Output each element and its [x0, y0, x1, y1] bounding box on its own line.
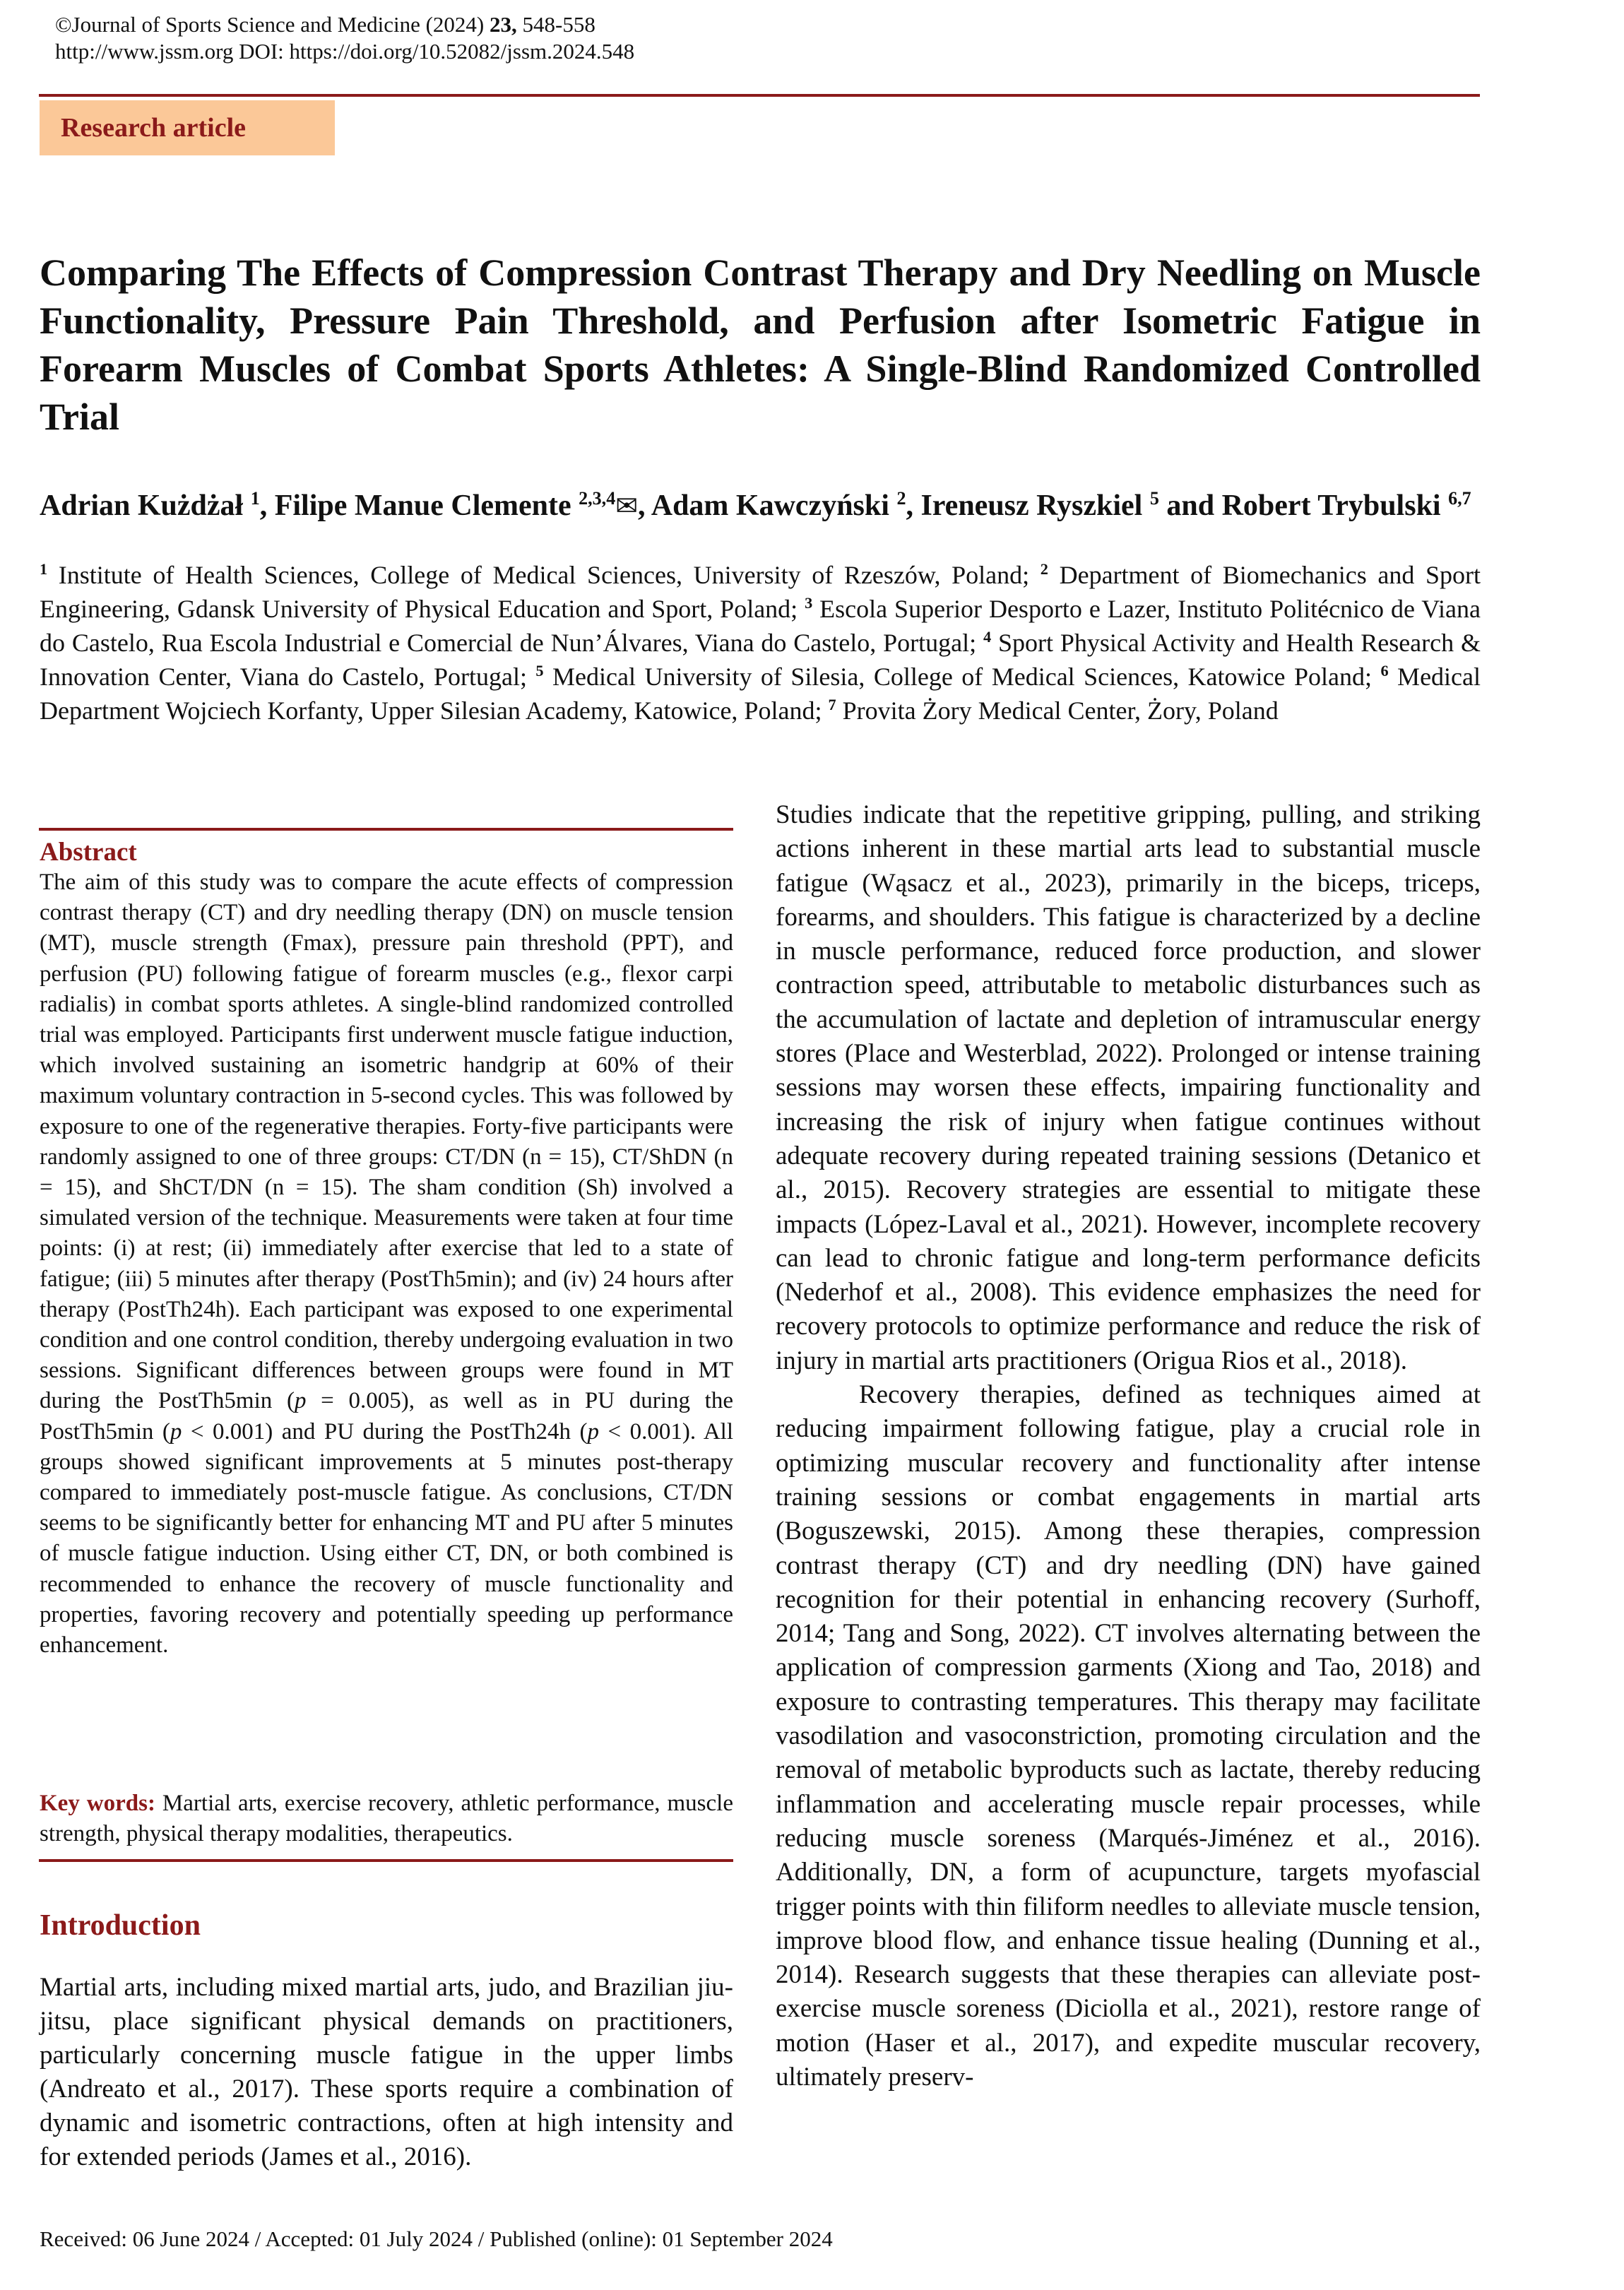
- abstract-heading: Abstract: [40, 838, 137, 867]
- author: Ireneusz Ryszkiel $^5$ and: [920, 488, 1222, 522]
- journal-name: ©Journal of Sports Science and Medicine (2024): [55, 12, 490, 37]
- keywords-text: Martial arts, exercise recovery, athletic performance, muscle strength, physical therapy modalities, therapeutics.: [40, 1791, 733, 1846]
- abstract-top-divider: [39, 828, 733, 831]
- journal-citation-line: [55, 11, 595, 38]
- author: Robert Trybulski $^{6,7}$: [1221, 488, 1471, 522]
- author: Filipe Manue Clemente $^{2,3,4}$✉,: [274, 488, 651, 522]
- body-paragraph: Recovery therapies, defined as techniques aimed at reducing impairment following fatigue, play a crucial role in optimizing muscular recovery and functionality after intense training sessions or combat engagements in martial arts (Boguszewski, 2015). Among these therapies, compression contrast therapy (CT) and dry needling (DN) have gained recognition for their potential in enhancing recovery (Surhoff, 2014; Tang and Song, 2022). CT involves alternating between the application of compression garments (Xiong and Tao, 2018) and exposure to contrasting temperatures. This therapy may facilitate vasodilation and vasoconstriction, promoting circulation and the removal of metabolic byproducts such as lactate, thereby reducing inflammation and accelerating muscle repair processes, while reducing muscle soreness (Marqués-Jiménez et al., 2016). Additionally, DN, a form of acupuncture, targets myofascial trigger points with thin filiform needles to alleviate muscle tension, improve blood flow, and enhance tissue healing (Dunning et al., 2014). Research suggests that these therapies can alleviate post-exercise muscle soreness (Diciolla et al., 2021), restore range of motion (Haser et al., 2017), and expedite muscular recovery, ultimately preserv-: [776, 1380, 1481, 2092]
- author: Adam Kawczyński $^2$,: [651, 488, 921, 522]
- article-title: Comparing The Effects of Compression Contrast Therapy and Dry Needling on Muscle Functionality, Pressure Pain Threshold, and Perfusion after Isometric Fatigue in Forearm Muscles of Combat Sports Athletes: A Single-Blind Randomized Controlled Trial: [40, 251, 1481, 438]
- mail-icon: ✉: [615, 492, 639, 521]
- author-list: [40, 487, 1481, 525]
- journal-pages: 548-558: [516, 12, 595, 37]
- publication-dates: Received: 06 June 2024 / Accepted: 01 July 2024 / Published (online): 01 September 2024: [40, 2226, 833, 2251]
- body-paragraph: Studies indicate that the repetitive gripping, pulling, and striking actions inherent in these martial arts lead to substantial muscle fatigue (Wąsacz et al., 2023), primarily in the biceps, triceps, forearms, and shoulders. This fatigue is characterized by a decline in muscle performance, reduced force production, and slower contraction speed, attributable to metabolic disturbances such as the accumulation of lactate and depletion of intramuscular energy stores (Place and Westerblad, 2022). Prolonged or intense training sessions may worsen these effects, impairing functionality and increasing the risk of injury when fatigue continues without adequate recovery during repeated training sessions (Detanico et al., 2015). Recovery strategies are essential to mitigate these impacts (López-Laval et al., 2021). However, incomplete recovery can lead to chronic fatigue and long-term performance deficits (Nederhof et al., 2008). This evidence emphasizes the need for recovery protocols to optimize performance and reduce the risk of injury in martial arts practitioners (Origua Rios et al., 2018).: [776, 800, 1481, 1375]
- keywords-label: Key words:: [40, 1791, 155, 1816]
- abstract-bottom-divider: [39, 1859, 733, 1862]
- introduction-heading: Introduction: [40, 1909, 201, 1942]
- introduction-paragraph: Martial arts, including mixed martial arts, judo, and Brazilian jiu-jitsu, place significant physical demands on practitioners, particularly concerning muscle fatigue in the upper limbs (Andreato et al., 2017). These sports require a combination of dynamic and isometric contractions, often at high intensity and for extended periods (James et al., 2016).: [40, 1973, 733, 2171]
- keywords: [40, 1788, 733, 1849]
- article-type-badge: Research article: [40, 100, 335, 155]
- abstract-body: The aim of this study was to compare the acute effects of compression contrast therapy (CT) and dry needling therapy (DN) on muscle tension (MT), muscle strength (Fmax), pressure pain threshold (PPT), and perfusion (PU) following fatigue of forearm muscles (e.g., flexor carpi radialis) in combat sports athletes. A single-blind randomized controlled trial was employed. Participants first underwent muscle fatigue induction, which involved sustaining an isometric handgrip at 60% of their maximum voluntary contraction in 5-second cycles. This was followed by exposure to one of the regenerative therapies. Forty-five participants were randomly assigned to one of three groups: CT/DN (n = 15), CT/ShDN (n = 15), and ShCT/DN (n = 15). The sham condition (Sh) involved a simulated version of the technique. Measurements were taken at four time points: (i) at rest; (ii) immediately after exercise that led to a state of fatigue; (iii) 5 minutes after therapy (PostTh5min); and (iv) 24 hours after therapy (PostTh24h). Each participant was exposed to one experimental condition and one control condition, thereby undergoing evaluation in two sessions. Significant differences between groups were found in MT during the PostTh5min (p = 0.005), as well as in PU during the PostTh5min (p < 0.001) and PU during the PostTh24h (p < 0.001). All groups showed significant improvements at 5 minutes post-therapy compared to immediately post-muscle fatigue. As conclusions, CT/DN seems to be significantly better for enhancing MT and PU after 5 minutes of muscle fatigue induction. Using either CT, DN, or both combined is recommended to enhance the recovery of muscle functionality and properties, favoring recovery and potentially speeding up performance enhancement.: [40, 870, 733, 1659]
- journal-volume: 23,: [490, 12, 517, 37]
- header-divider: [39, 94, 1480, 97]
- right-column: [776, 798, 1481, 2094]
- journal-url-doi-line: http://www.jssm.org DOI: https://doi.org/10.52082/jssm.2024.548: [55, 39, 635, 64]
- affiliations: $^1$ Institute of Health Sciences, College of Medical Sciences, University of Rzeszów, Poland; $^2$ Department of Biomechanics and Sport Engineering, Gdansk University of Physical Education and Sport, Poland; $^3$ Escola Superior Desporto e Lazer, Instituto Politécnico de Viana do Castelo, Rua Escola Industrial e Comercial de Nun’Álvares, Viana do Castelo, Portugal; $^4$ Sport Physical Activity and Health Research & Innovation Center, Viana do Castelo, Portugal; $^5$ Medical University of Silesia, College of Medical Sciences, Katowice Poland; $^6$ Medical Department Wojciech Korfanty, Upper Silesian Academy, Katowice, Poland; $^7$ Provita Żory Medical Center, Żory, Poland: [40, 560, 1481, 725]
- author: Adrian Kużdżał $^1$,: [40, 488, 275, 522]
